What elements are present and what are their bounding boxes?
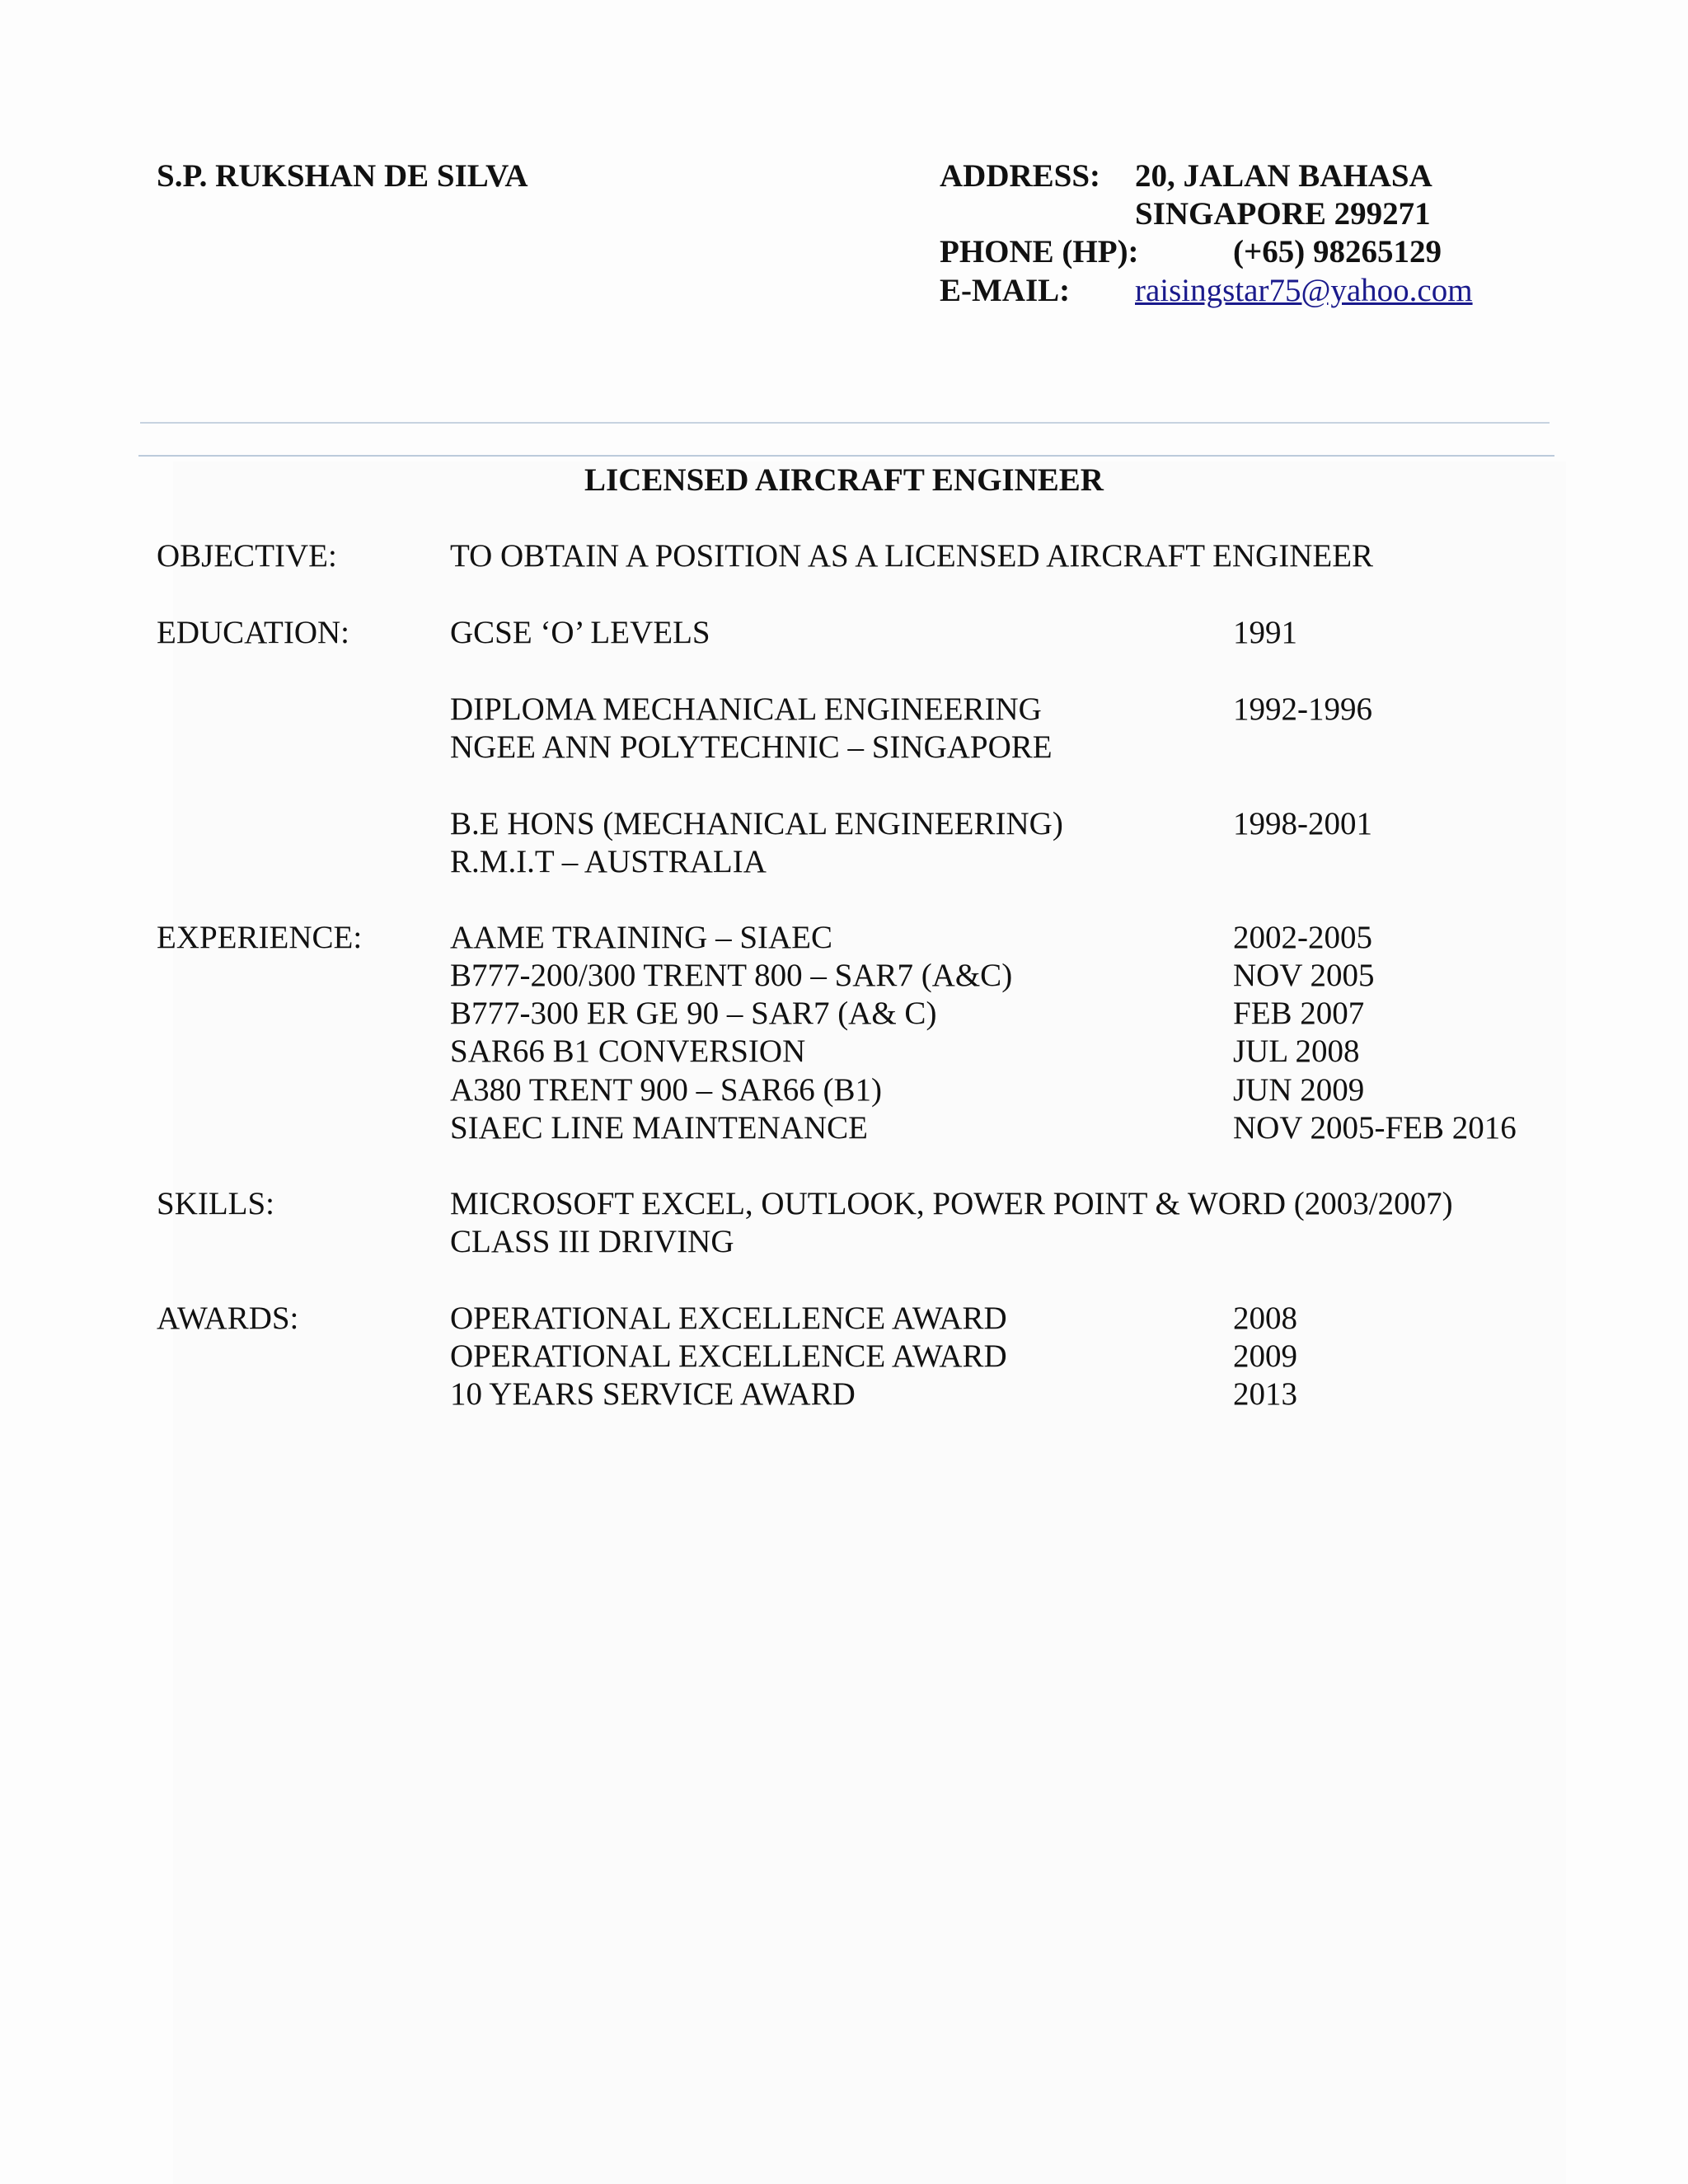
address-line-2: SINGAPORE 299271 bbox=[1135, 196, 1431, 232]
education-item-1: GCSE ‘O’ LEVELS bbox=[450, 615, 710, 650]
education-item-2: DIPLOMA MECHANICAL ENGINEERING bbox=[450, 691, 1042, 727]
award-item: OPERATIONAL EXCELLENCE AWARD bbox=[450, 1301, 1007, 1336]
experience-date: 2002-2005 bbox=[1233, 920, 1372, 955]
skill-item: CLASS III DRIVING bbox=[450, 1224, 734, 1259]
divider-line-bottom bbox=[138, 455, 1554, 457]
award-item: 10 YEARS SERVICE AWARD bbox=[450, 1376, 856, 1412]
email-link[interactable]: raisingstar75@yahoo.com bbox=[1135, 273, 1473, 308]
education-item-3: B.E HONS (MECHANICAL ENGINEERING) bbox=[450, 806, 1063, 841]
objective-label: OBJECTIVE: bbox=[157, 538, 337, 574]
skills-label: SKILLS: bbox=[157, 1186, 275, 1221]
experience-item: B777-200/300 TRENT 800 – SAR7 (A&C) bbox=[450, 958, 1013, 993]
awards-label: AWARDS: bbox=[157, 1301, 299, 1336]
education-year-1: 1991 bbox=[1233, 615, 1297, 650]
phone-label: PHONE (HP): bbox=[940, 234, 1139, 269]
resume-title: LICENSED AIRCRAFT ENGINEER bbox=[584, 462, 1104, 498]
experience-item: SIAEC LINE MAINTENANCE bbox=[450, 1110, 868, 1146]
phone-value: (+65) 98265129 bbox=[1233, 234, 1442, 269]
candidate-name: S.P. RUKSHAN DE SILVA bbox=[157, 158, 528, 194]
award-year: 2013 bbox=[1233, 1376, 1297, 1412]
address-label: ADDRESS: bbox=[940, 158, 1101, 194]
experience-date: JUN 2009 bbox=[1233, 1072, 1365, 1108]
experience-date: FEB 2007 bbox=[1233, 996, 1365, 1031]
award-year: 2008 bbox=[1233, 1301, 1297, 1336]
experience-item: A380 TRENT 900 – SAR66 (B1) bbox=[450, 1072, 883, 1108]
education-year-2: 1992-1996 bbox=[1233, 691, 1372, 727]
objective-text: TO OBTAIN A POSITION AS A LICENSED AIRCRAFT ENGINEER bbox=[450, 538, 1374, 574]
education-institution-2: NGEE ANN POLYTECHNIC – SINGAPORE bbox=[450, 729, 1053, 765]
address-line-1: 20, JALAN BAHASA bbox=[1135, 158, 1432, 194]
experience-item: SAR66 B1 CONVERSION bbox=[450, 1033, 806, 1069]
experience-date: NOV 2005 bbox=[1233, 958, 1375, 993]
experience-label: EXPERIENCE: bbox=[157, 920, 363, 955]
experience-item: AAME TRAINING – SIAEC bbox=[450, 920, 833, 955]
award-item: OPERATIONAL EXCELLENCE AWARD bbox=[450, 1338, 1007, 1374]
education-institution-3: R.M.I.T – AUSTRALIA bbox=[450, 844, 767, 879]
education-year-3: 1998-2001 bbox=[1233, 806, 1372, 841]
education-label: EDUCATION: bbox=[157, 615, 349, 650]
skill-item: MICROSOFT EXCEL, OUTLOOK, POWER POINT & WORD (2003/2007) bbox=[450, 1186, 1453, 1221]
experience-date: NOV 2005-FEB 2016 bbox=[1233, 1110, 1517, 1146]
experience-item: B777-300 ER GE 90 – SAR7 (A& C) bbox=[450, 996, 937, 1031]
experience-date: JUL 2008 bbox=[1233, 1033, 1360, 1069]
email-label: E-MAIL: bbox=[940, 273, 1071, 308]
divider-line-top bbox=[140, 422, 1550, 424]
award-year: 2009 bbox=[1233, 1338, 1297, 1374]
